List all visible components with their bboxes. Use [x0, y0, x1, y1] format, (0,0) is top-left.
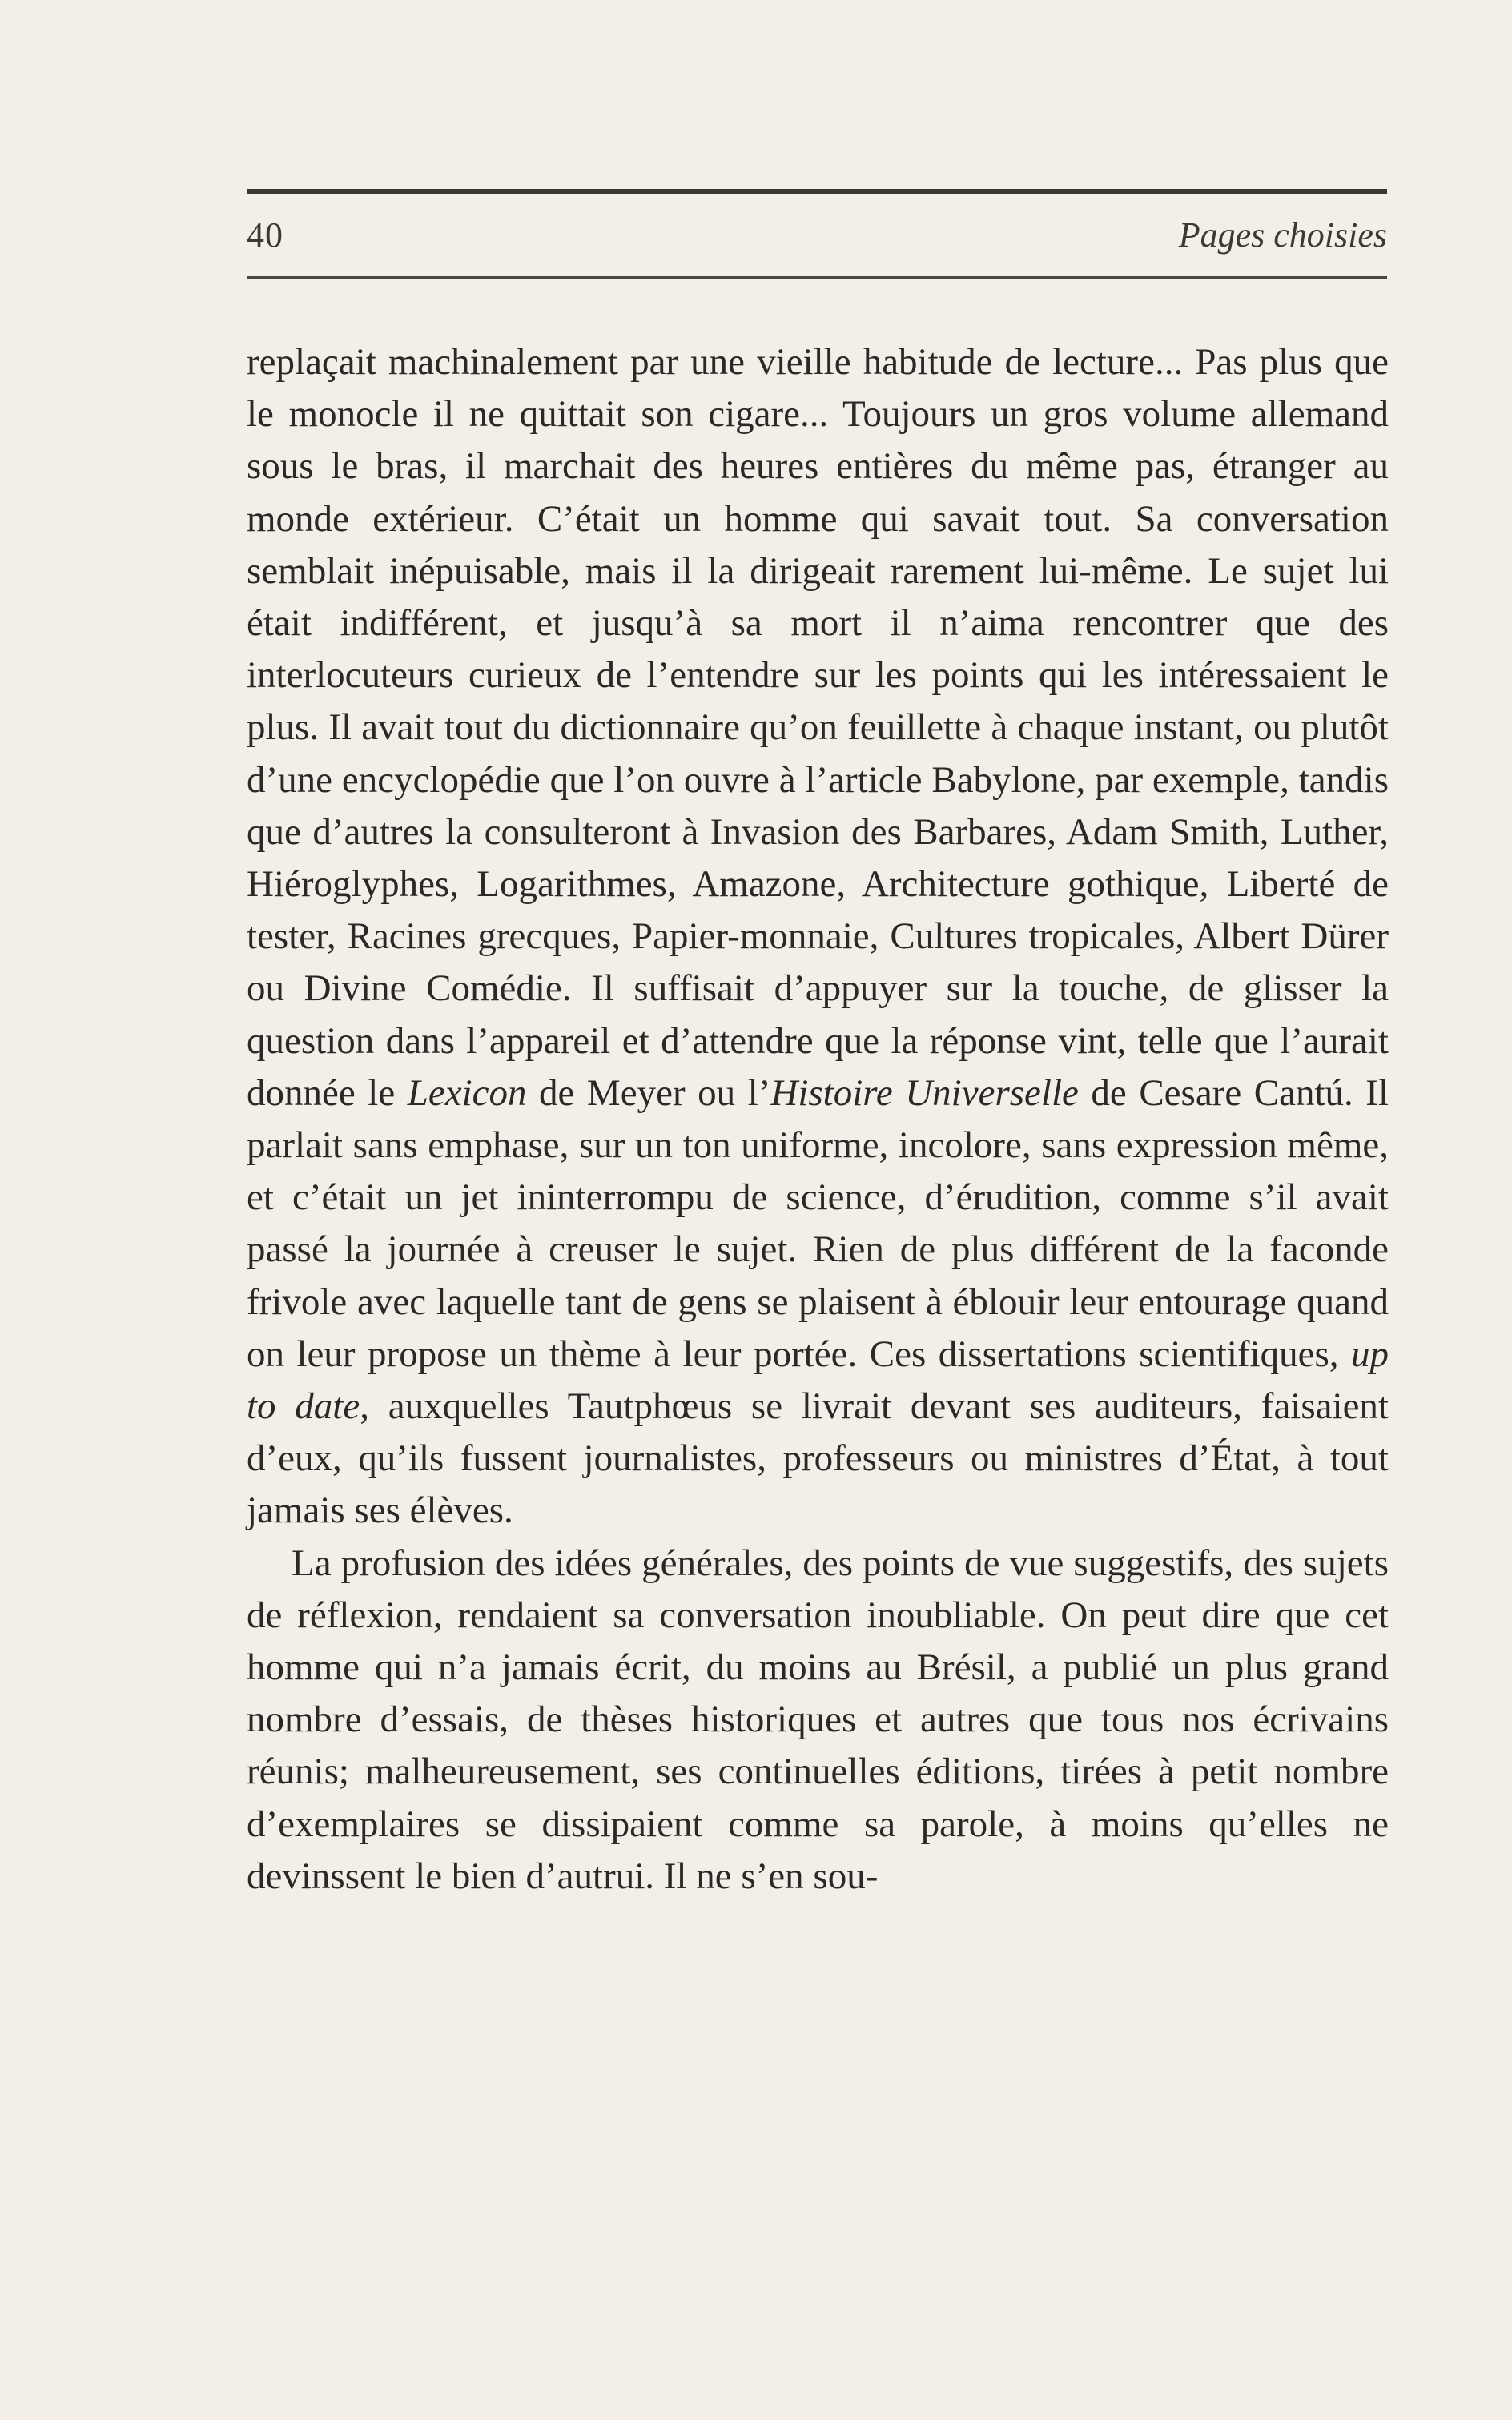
page-number: 40 [247, 215, 284, 255]
header-row [247, 215, 1387, 255]
paragraph-1-part-2: de Meyer ou l’ [526, 1071, 771, 1114]
paragraph-1 [247, 336, 1389, 1538]
body-text [247, 336, 1389, 1903]
paragraph-1-part-1: replaçait machinalement par une vieille habitude de lecture... Pas plus que le monocle il ne quittait son cigare... Toujours un gros volume allemand sous le bras, il marchait des heures entières du même pas, étranger au monde extérieur. C’était un homme qui savait tout. Sa conversation semblait inépuisable, mais il la dirigeait rarement lui-même. Le sujet lui était indifférent, et jusqu’à sa mort il n’aima rencontrer que des interlocuteurs curieux de l’entendre sur les points qui les intéressaient le plus. Il avait tout du dictionnaire qu’on feuillette à chaque instant, ou plutôt d’une encyclopédie que l’on ouvre à l’article Babylone, par exemple, tandis que d’autres la consulteront à Invasion des Barbares, Adam Smith, Luther, Hiéroglyphes, Logarithmes, Amazone, Architecture gothique, Liberté de tester, Racines grecques, Papier-monnaie, Cultures tropicales, Albert Dürer ou Divine Comédie. Il suffisait d’appuyer sur la touche, de glisser la question dans l’appareil et d’attendre que la réponse vint, telle que l’aurait donnée le [247, 341, 1389, 1114]
paragraph-2: La profusion des idées générales, des points de vue suggestifs, des sujets de réflexion, rendaient sa conversation inoubliable. On peut dire que cet homme qui n’a jamais écrit, du moins au Brésil, a publié un plus grand nombre d’essais, de thèses historiques et autres que tous nos écrivains réunis; malheureusement, ses continuelles éditions, tirées à petit nombre d’exemplaires se dissipaient comme sa parole, à moins qu’elles ne devinssent le bien d’autrui. Il ne s’en sou- [247, 1542, 1389, 1897]
header-top-rule [247, 189, 1387, 194]
running-head [247, 189, 1387, 279]
running-title: Pages choisies [1178, 215, 1387, 255]
histoire-universelle-title: Histoire Universelle [770, 1071, 1079, 1114]
header-bottom-rule [247, 276, 1387, 279]
lexicon-title: Lexicon [407, 1071, 527, 1114]
up-to-date-phrase: up to date [247, 1333, 1389, 1428]
paragraph-1-part-3: de Cesare Cantú. Il parlait sans emphase, sur un ton uniforme, incolore, sans expression même, et c’était un jet ininterrompu de science, d’érudition, comme s’il avait passé la journée à creuser le sujet. Rien de plus différent de la faconde frivole avec laquelle tant de gens se plaisent à éblouir leur entourage quand on leur propose un thème à leur portée. Ces dissertations scientifiques, [247, 1071, 1389, 1375]
paragraph-1-part-4: , auxquelles Tautphœus se livrait devant ses auditeurs, faisaient d’eux, qu’ils fussent journalistes, professeurs ou ministres d’État, à tout jamais ses élèves. [247, 1385, 1389, 1532]
